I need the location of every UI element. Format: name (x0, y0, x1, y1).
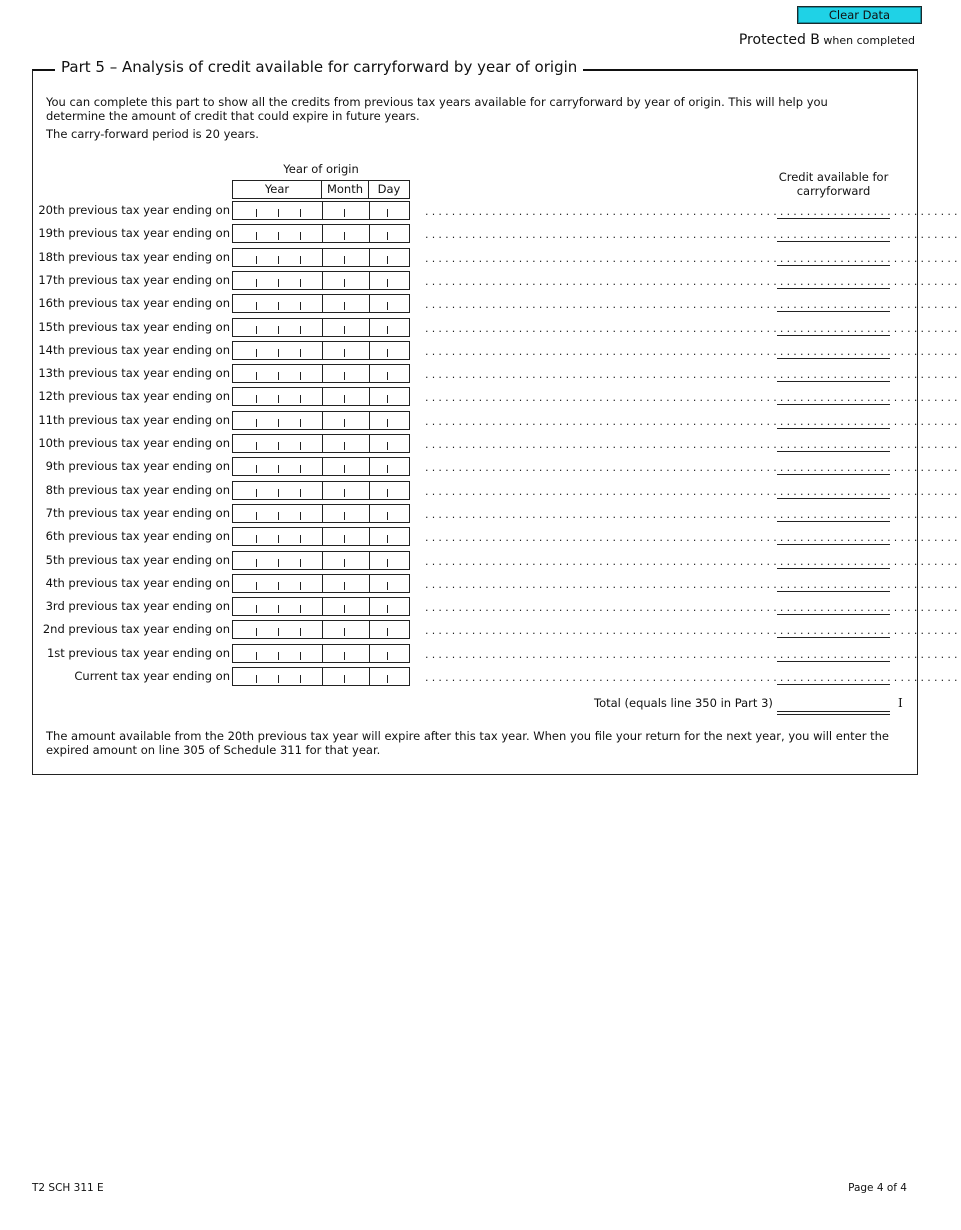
digit-tick (344, 559, 345, 567)
date-separator (369, 272, 370, 289)
digit-tick (300, 419, 301, 427)
digit-tick (344, 209, 345, 217)
digit-tick (344, 395, 345, 403)
date-input[interactable] (232, 574, 410, 593)
date-separator (369, 458, 370, 475)
form-id: T2 SCH 311 E (32, 1182, 104, 1194)
digit-tick (300, 232, 301, 240)
date-separator (322, 505, 323, 522)
table-row (0, 387, 961, 407)
date-separator (369, 319, 370, 336)
digit-tick (387, 559, 388, 567)
leader-dots: ................................................................................ (425, 484, 961, 498)
credit-amount-field[interactable] (777, 381, 890, 382)
digit-tick (300, 535, 301, 543)
expiry-note: The amount available from the 20th previous tax year will expire after this tax year. When you file your return for the next year, you will enter the expired amount on line 305 of Schedule 311 for that year. (46, 729, 889, 757)
digit-tick (300, 652, 301, 660)
digit-tick (256, 535, 257, 543)
table-row (0, 667, 961, 687)
date-separator (369, 552, 370, 569)
digit-tick (387, 395, 388, 403)
digit-tick (278, 559, 279, 567)
credit-available-header: Credit available for carryforward (778, 170, 889, 198)
date-separator (369, 202, 370, 219)
digit-tick (344, 302, 345, 310)
part5-intro (46, 95, 886, 145)
digit-tick (256, 559, 257, 567)
digit-tick (300, 209, 301, 217)
digit-tick (278, 442, 279, 450)
credit-amount-field[interactable] (777, 684, 890, 685)
table-row (0, 434, 961, 454)
credit-amount-field[interactable] (777, 358, 890, 359)
leader-dots: ................................................................................ (425, 601, 961, 615)
credit-amount-field[interactable] (777, 637, 890, 638)
date-separator (369, 621, 370, 638)
digit-tick (278, 279, 279, 287)
intro-paragraph-1: You can complete this part to show all the credits from previous tax years available for carryforward by year of origin. This will help you determine the amount of credit that could expire in future years. (46, 95, 828, 123)
date-input[interactable] (232, 201, 410, 220)
date-separator (322, 272, 323, 289)
digit-tick (344, 512, 345, 520)
digit-tick (256, 512, 257, 520)
digit-tick (278, 395, 279, 403)
digit-tick (300, 302, 301, 310)
clear-data-button[interactable]: Clear Data (797, 6, 922, 24)
row-label: 10th previous tax year ending on (38, 436, 230, 450)
credit-amount-field[interactable] (777, 428, 890, 429)
digit-tick (256, 582, 257, 590)
digit-tick (278, 256, 279, 264)
digit-tick (256, 372, 257, 380)
date-input[interactable] (232, 551, 410, 570)
digit-tick (278, 535, 279, 543)
column-month-header: Month (321, 180, 369, 199)
page-number: Page 4 of 4 (848, 1182, 907, 1194)
digit-tick (387, 582, 388, 590)
digit-tick (387, 652, 388, 660)
credit-amount-field[interactable] (777, 311, 890, 312)
table-row (0, 574, 961, 594)
digit-tick (387, 419, 388, 427)
digit-tick (387, 209, 388, 217)
digit-tick (278, 232, 279, 240)
digit-tick (344, 279, 345, 287)
date-input[interactable] (232, 294, 410, 313)
date-input[interactable] (232, 527, 410, 546)
credit-amount-field[interactable] (777, 614, 890, 615)
row-label: 15th previous tax year ending on (38, 319, 230, 334)
date-separator (369, 225, 370, 242)
table-row (0, 481, 961, 501)
date-input[interactable] (232, 248, 410, 267)
digit-tick (278, 326, 279, 334)
year-of-origin-label: Year of origin (283, 162, 359, 176)
date-input[interactable] (232, 620, 410, 639)
digit-tick (387, 512, 388, 520)
digit-tick (387, 349, 388, 357)
leader-dots: ................................................................................ (425, 321, 961, 335)
date-separator (369, 435, 370, 452)
table-row (0, 224, 961, 244)
leader-dots: ................................................................................ (425, 507, 961, 521)
row-label: Current tax year ending on (74, 669, 230, 683)
digit-tick (387, 256, 388, 264)
digit-tick (278, 209, 279, 217)
date-input[interactable] (232, 504, 410, 523)
date-input[interactable] (232, 341, 410, 360)
table-row (0, 201, 961, 221)
leader-dots: ................................................................................ (425, 205, 961, 218)
date-separator (322, 249, 323, 266)
digit-tick (344, 442, 345, 450)
digit-tick (300, 512, 301, 520)
digit-tick (344, 605, 345, 613)
digit-tick (300, 372, 301, 380)
digit-tick (344, 675, 345, 683)
leader-dots: ................................................................................ (425, 438, 961, 451)
digit-tick (300, 256, 301, 264)
digit-tick (278, 675, 279, 683)
credit-amount-field[interactable] (777, 288, 890, 289)
digit-tick (387, 465, 388, 473)
date-input[interactable] (232, 411, 410, 430)
digit-tick (256, 279, 257, 287)
digit-tick (300, 395, 301, 403)
digit-tick (256, 442, 257, 450)
table-row (0, 318, 961, 338)
date-input[interactable] (232, 667, 410, 686)
digit-tick (278, 465, 279, 473)
digit-tick (278, 372, 279, 380)
total-amount-field[interactable] (777, 711, 890, 712)
digit-tick (387, 326, 388, 334)
column-year-header: Year (232, 180, 322, 199)
row-label: 12th previous tax year ending on (38, 389, 230, 404)
table-row (0, 457, 961, 477)
digit-tick (344, 582, 345, 590)
digit-tick (344, 232, 345, 240)
date-input[interactable] (232, 387, 410, 406)
date-separator (322, 528, 323, 545)
date-separator (369, 598, 370, 615)
digit-tick (300, 559, 301, 567)
protected-suffix: when completed (819, 34, 915, 47)
date-separator (369, 388, 370, 405)
credit-amount-field[interactable] (777, 521, 890, 522)
digit-tick (300, 349, 301, 357)
date-separator (322, 202, 323, 219)
digit-tick (256, 605, 257, 613)
digit-tick (256, 349, 257, 357)
digit-tick (278, 349, 279, 357)
date-separator (369, 412, 370, 429)
date-separator (322, 365, 323, 382)
digit-tick (387, 232, 388, 240)
table-row (0, 341, 961, 361)
table-row (0, 248, 961, 268)
table-row (0, 551, 961, 571)
digit-tick (256, 302, 257, 310)
total-double-underline (777, 714, 890, 715)
row-label: 1st previous tax year ending on (46, 645, 230, 660)
leader-dots: ................................................................................ (425, 647, 961, 661)
date-separator (322, 598, 323, 615)
credit-amount-field[interactable] (777, 661, 890, 662)
digit-tick (300, 489, 301, 497)
digit-tick (300, 326, 301, 334)
date-input[interactable] (232, 644, 410, 663)
leader-dots: ................................................................................ (425, 624, 961, 638)
table-row (0, 597, 961, 617)
credit-amount-field[interactable] (777, 544, 890, 545)
date-input[interactable] (232, 457, 410, 476)
leader-dots: ................................................................................ (425, 228, 961, 242)
digit-tick (344, 256, 345, 264)
credit-amount-field[interactable] (777, 404, 890, 405)
digit-tick (256, 465, 257, 473)
digit-tick (300, 675, 301, 683)
leader-dots: ................................................................................ (425, 391, 961, 405)
protected-main: Protected B (738, 32, 820, 48)
credit-amount-field[interactable] (777, 568, 890, 569)
date-separator (322, 458, 323, 475)
date-separator (322, 621, 323, 638)
digit-tick (300, 279, 301, 287)
digit-tick (387, 605, 388, 613)
leader-dots: ................................................................................ (425, 577, 961, 591)
table-row (0, 364, 961, 384)
row-label: 4th previous tax year ending on (45, 575, 230, 590)
date-separator (322, 319, 323, 336)
digit-tick (278, 512, 279, 520)
credit-amount-field[interactable] (777, 218, 890, 219)
leader-dots: ................................................................................ (425, 274, 961, 288)
date-separator (369, 528, 370, 545)
date-separator (322, 552, 323, 569)
date-input[interactable] (232, 318, 410, 337)
digit-tick (300, 605, 301, 613)
leader-dots: ................................................................................ (425, 461, 961, 475)
digit-tick (344, 489, 345, 497)
row-label: 7th previous tax year ending on (45, 505, 230, 520)
table-row (0, 411, 961, 431)
row-label: 6th previous tax year ending on (45, 529, 230, 544)
date-separator (369, 482, 370, 499)
digit-tick (278, 652, 279, 660)
digit-tick (256, 232, 257, 240)
date-separator (322, 575, 323, 592)
digit-tick (387, 535, 388, 543)
leader-dots: ................................................................................ (425, 671, 961, 684)
date-separator (369, 505, 370, 522)
credit-amount-field[interactable] (777, 265, 890, 266)
digit-tick (278, 489, 279, 497)
date-separator (322, 645, 323, 662)
digit-tick (278, 582, 279, 590)
date-separator (322, 295, 323, 312)
credit-amount-field[interactable] (777, 451, 890, 452)
date-separator (369, 575, 370, 592)
intro-paragraph-2: The carry-forward period is 20 years. (46, 127, 259, 141)
digit-tick (256, 628, 257, 636)
part5-title: Part 5 – Analysis of credit available for carryforward by year of origin (55, 58, 583, 76)
digit-tick (278, 419, 279, 427)
digit-tick (387, 279, 388, 287)
date-input[interactable] (232, 224, 410, 243)
digit-tick (344, 535, 345, 543)
digit-tick (256, 209, 257, 217)
date-separator (322, 388, 323, 405)
protected-b-label (739, 32, 915, 48)
credit-amount-field[interactable] (777, 335, 890, 336)
digit-tick (387, 675, 388, 683)
digit-tick (278, 628, 279, 636)
date-separator (369, 668, 370, 685)
date-separator (322, 412, 323, 429)
row-label: 18th previous tax year ending on (38, 249, 230, 264)
digit-tick (256, 326, 257, 334)
table-row (0, 271, 961, 291)
leader-dots: ................................................................................ (425, 554, 961, 568)
row-label: 19th previous tax year ending on (38, 226, 230, 241)
digit-tick (256, 675, 257, 683)
digit-tick (387, 628, 388, 636)
total-line-code: I (898, 696, 903, 710)
credit-amount-field[interactable] (777, 474, 890, 475)
table-row (0, 527, 961, 547)
digit-tick (387, 372, 388, 380)
digit-tick (256, 256, 257, 264)
row-label: 3rd previous tax year ending on (45, 599, 230, 614)
date-input[interactable] (232, 271, 410, 290)
digit-tick (256, 652, 257, 660)
digit-tick (256, 395, 257, 403)
table-row (0, 644, 961, 664)
leader-dots: ................................................................................ (425, 368, 961, 382)
row-label: 20th previous tax year ending on (38, 203, 230, 217)
leader-dots: ................................................................................ (425, 531, 961, 545)
row-label: 17th previous tax year ending on (38, 272, 230, 287)
credit-amount-field[interactable] (777, 498, 890, 499)
table-row (0, 620, 961, 640)
digit-tick (387, 302, 388, 310)
digit-tick (344, 326, 345, 334)
row-label: 11th previous tax year ending on (38, 412, 230, 427)
digit-tick (300, 582, 301, 590)
digit-tick (387, 442, 388, 450)
date-separator (322, 482, 323, 499)
date-separator (322, 668, 323, 685)
digit-tick (256, 419, 257, 427)
leader-dots: ................................................................................ (425, 298, 961, 312)
date-input[interactable] (232, 597, 410, 616)
digit-tick (344, 652, 345, 660)
credit-amount-field[interactable] (777, 241, 890, 242)
digit-tick (256, 489, 257, 497)
date-separator (369, 365, 370, 382)
total-label: Total (equals line 350 in Part 3) (594, 696, 773, 710)
date-input[interactable] (232, 481, 410, 500)
date-separator (322, 225, 323, 242)
digit-tick (278, 605, 279, 613)
row-label: 8th previous tax year ending on (45, 482, 230, 497)
digit-tick (344, 628, 345, 636)
credit-amount-field[interactable] (777, 591, 890, 592)
date-separator (322, 435, 323, 452)
digit-tick (344, 349, 345, 357)
digit-tick (300, 442, 301, 450)
table-row (0, 504, 961, 524)
digit-tick (344, 419, 345, 427)
digit-tick (300, 628, 301, 636)
date-separator (369, 645, 370, 662)
row-label: 16th previous tax year ending on (38, 296, 230, 311)
leader-dots: ................................................................................ (425, 251, 961, 265)
digit-tick (344, 465, 345, 473)
digit-tick (278, 302, 279, 310)
leader-dots: ................................................................................ (425, 414, 961, 428)
date-input[interactable] (232, 364, 410, 383)
leader-dots: ................................................................................ (425, 344, 961, 358)
date-input[interactable] (232, 434, 410, 453)
digit-tick (344, 372, 345, 380)
date-separator (369, 295, 370, 312)
row-label: 14th previous tax year ending on (38, 342, 230, 357)
row-label: 2nd previous tax year ending on (42, 622, 230, 637)
row-label: 9th previous tax year ending on (45, 459, 230, 474)
row-label: 13th previous tax year ending on (38, 366, 230, 381)
column-day-header: Day (368, 180, 410, 199)
date-separator (322, 342, 323, 359)
digit-tick (387, 489, 388, 497)
table-row (0, 294, 961, 314)
date-separator (369, 342, 370, 359)
row-label: 5th previous tax year ending on (45, 552, 230, 567)
digit-tick (300, 465, 301, 473)
date-separator (369, 249, 370, 266)
